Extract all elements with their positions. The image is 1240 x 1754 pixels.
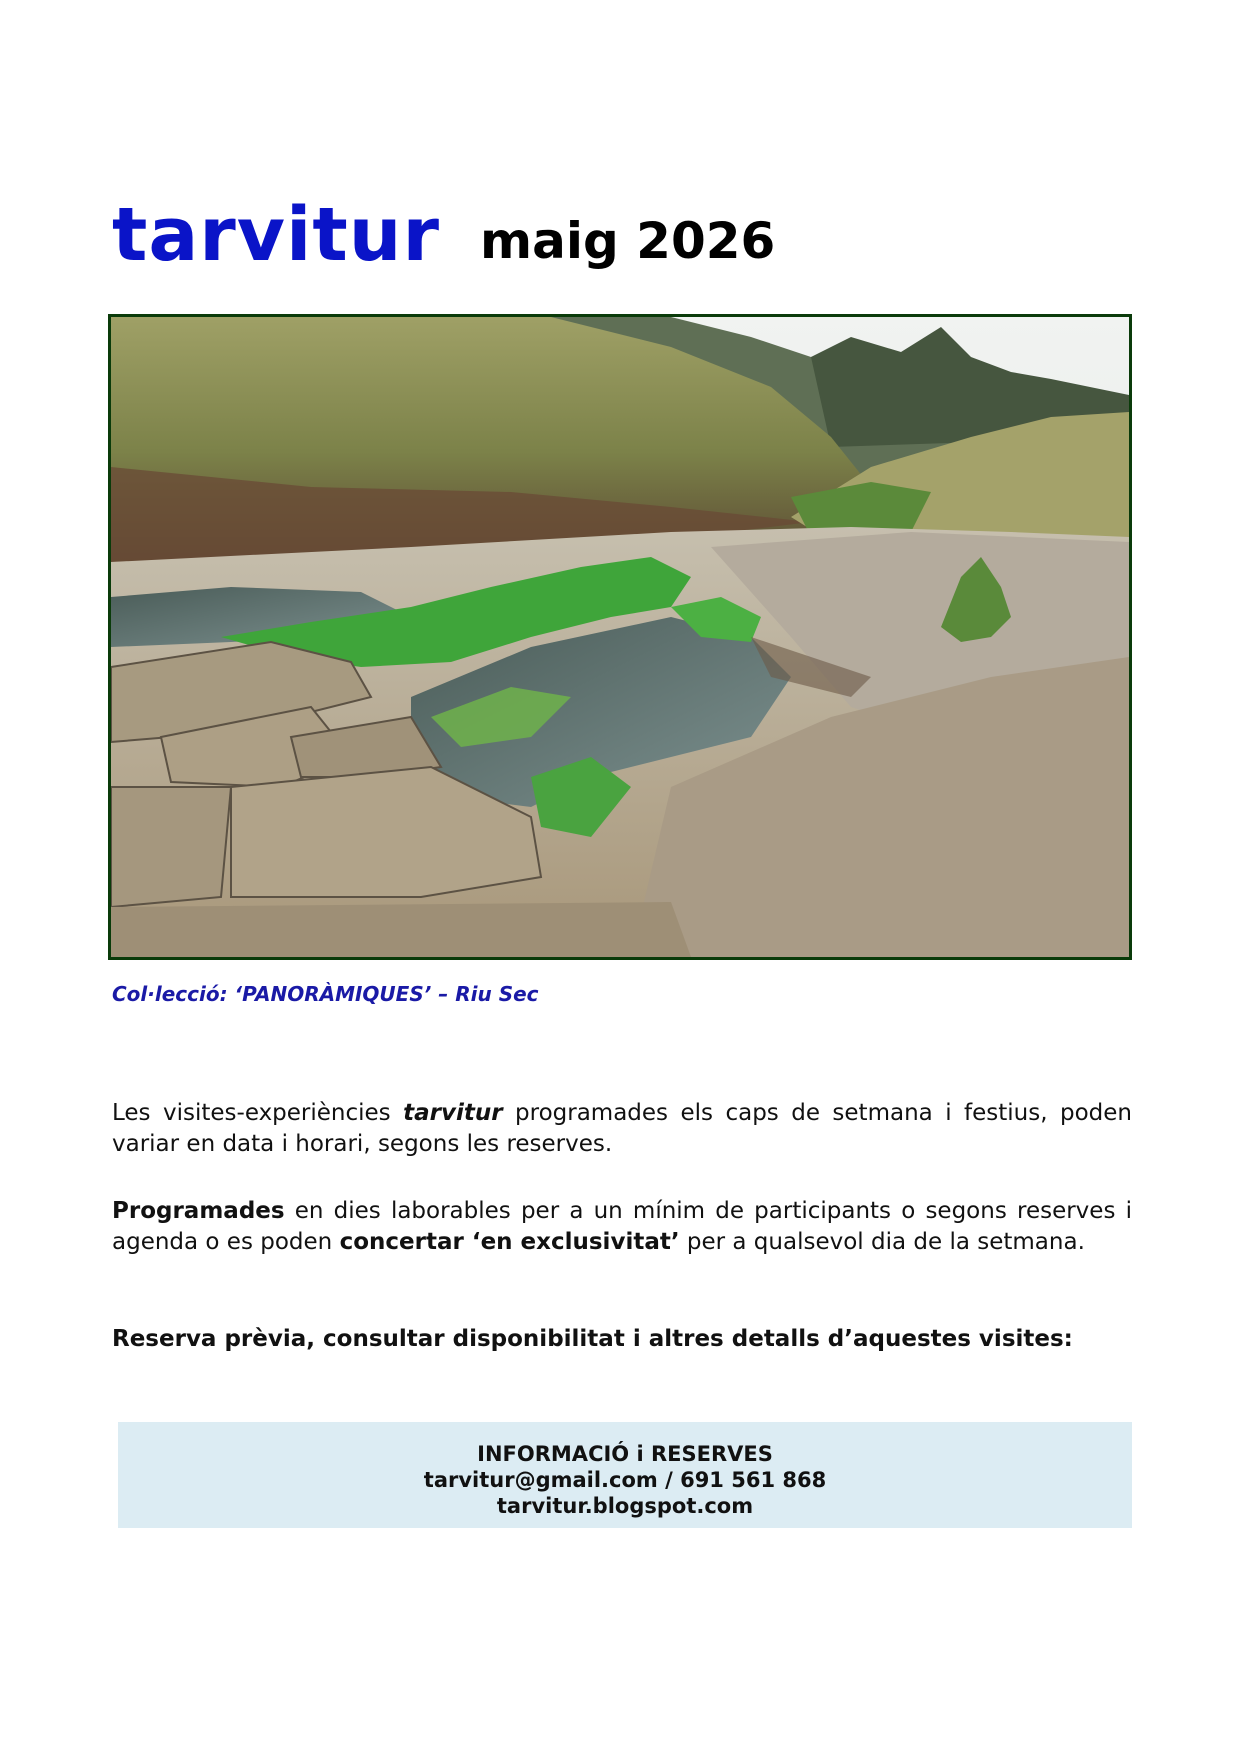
weekday-text-middle: en dies laborables per a un mínim de participants o segons reserves i agenda o es poden	[112, 1198, 1132, 1255]
brand-title: tarvitur	[112, 192, 440, 278]
info-box	[118, 1422, 1132, 1528]
contact-details[interactable]: tarvitur@gmail.com / 691 561 868	[423, 1468, 827, 1492]
photo-caption: Col·lecció: ‘PANORÀMIQUES’ – Riu Sec	[112, 982, 539, 1006]
weekday-paragraph	[112, 1196, 1132, 1258]
intro-text-start: Les visites-experiències	[112, 1100, 404, 1126]
website-link[interactable]: tarvitur.blogspot.com	[496, 1494, 754, 1518]
page-header	[112, 190, 1132, 280]
intro-paragraph	[112, 1098, 1132, 1160]
intro-brand: tarvitur	[403, 1100, 503, 1126]
intro-text-end: programades els caps de setmana i festius, poden variar en data i horari, segons les reserves.	[112, 1100, 1132, 1157]
month-title: maig 2026	[480, 212, 776, 270]
booking-note: Reserva prèvia, consultar disponibilitat i altres detalls d’aquestes visites:	[112, 1326, 1073, 1352]
photo-illustration	[111, 317, 1129, 957]
weekday-text-end: per a qualsevol dia de la setmana.	[679, 1229, 1085, 1255]
weekday-bold-start: Programades	[112, 1198, 285, 1224]
river-landscape-photo	[108, 314, 1132, 960]
stone-slab-5	[111, 787, 231, 907]
info-title: INFORMACIÓ i RESERVES	[477, 1442, 773, 1466]
foreground-rock	[111, 902, 691, 957]
exclusive-bold: concertar ‘en exclusivitat’	[339, 1229, 680, 1255]
